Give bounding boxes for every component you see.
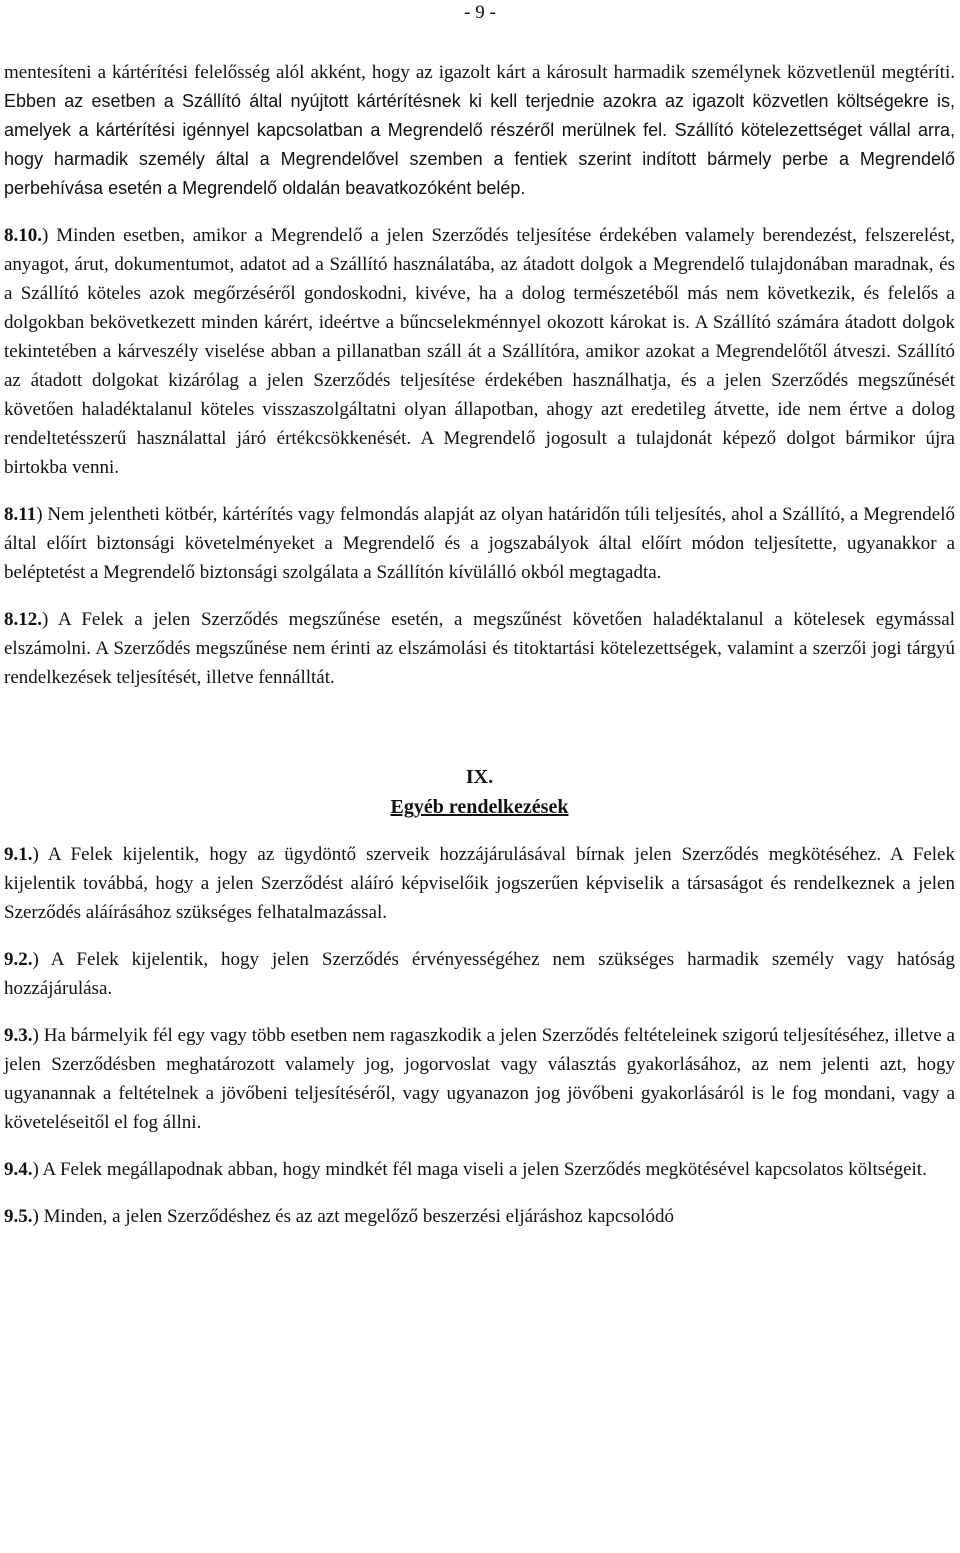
document-body	[4, 58, 955, 1231]
clause-text: ) Minden esetben, amikor a Megrendelő a jelen Szerződés teljesítése érdekében valamely berendezést, felszerelést, anyagot, árut, dokumentumot, adatot ad a Szállító használatába, az átadott dolgok a Megrendelő tulajdonában maradnak, és a Szállító köteles azok megőrzéséről gondoskodni, kivéve, ha a dolog természetéből más nem következik, és felelős a dolgokban bekövetkezett minden kárért, ideértve a bűncselekménnyel okozott károkat is. A Szállító számára átadott dolgok tekintetében a kárveszély viselése abban a pillanatban száll át a Szállítóra, amikor azokat a Megrendelőtől átveszi. Szállító az átadott dolgokat kizárólag a jelen Szerződés teljesítése érdekében használhatja, és a jelen Szerződés megszűnését követően haladéktalanul köteles visszaszolgáltatni olyan állapotban, ahogy azt eredetileg átvette, ide nem értve a dolog rendeltetésszerű használattal járó értékcsökkenését. A Megrendelő jogosult a tulajdonát képező dolgot bármikor újra birtokba venni.	[4, 225, 955, 478]
clause-number: 9.2.	[4, 949, 33, 970]
clause-number: 9.1.	[4, 844, 33, 865]
clause-9-4	[4, 1155, 955, 1184]
clause-text: ) A Felek a jelen Szerződés megszűnése esetén, a megszűnést követően haladéktalanul a kötelesek egymással elszámolni. A Szerződés megszűnése nem érinti az elszámolási és titoktartási kötelezettségek, valamint a szerzői jogi tárgyú rendelkezések teljesítését, illetve fennálltát.	[4, 609, 955, 688]
clause-text: ) Nem jelentheti kötbér, kártérítés vagy felmondás alapját az olyan határidőn túli teljesítés, ahol a Szállító, a Megrendelő által előírt biztonsági követelményeket a Megrendelő és a jogszabályok által előírt módon teljesítette, ugyanakkor a beléptetést a Megrendelő biztonsági szolgálata a Szállítón kívülálló okból megtagadta.	[4, 504, 955, 583]
clause-9-1	[4, 840, 955, 927]
paragraph-text: mentesíteni a kártérítési felelősség alól akként, hogy az igazolt kárt a károsult harmadik személynek közvetlenül megtéríti.	[4, 62, 955, 83]
clause-8-10	[4, 221, 955, 482]
section-number: IX.	[465, 766, 494, 788]
section-title: Egyéb rendelkezések	[390, 796, 569, 818]
clause-8-11	[4, 500, 955, 587]
clause-text: ) A Felek kijelentik, hogy az ügydöntő szerveik hozzájárulásával bírnak jelen Szerződés megkötéséhez. A Felek kijelentik továbbá, hogy a jelen Szerződést aláíró képviselőik jogszerűen képviselik a társaságot és rendelkeznek a jelen Szerződés aláírásához szükséges felhatalmazással.	[4, 844, 955, 923]
clause-text: ) Minden, a jelen Szerződéshez és az azt megelőző beszerzési eljáráshoz kapcsolódó	[32, 1206, 674, 1227]
clause-9-5	[4, 1202, 955, 1231]
section-heading	[4, 762, 955, 822]
clause-9-3	[4, 1021, 955, 1137]
clause-number: 8.10.	[4, 225, 42, 246]
clause-text: ) A Felek megállapodnak abban, hogy mindkét fél maga viseli a jelen Szerződés megkötésével kapcsolatos költségeit.	[32, 1159, 927, 1180]
clause-text: ) A Felek kijelentik, hogy jelen Szerződés érvényességéhez nem szükséges harmadik személy vagy hatóság hozzájárulása.	[4, 949, 955, 999]
clause-number: 8.11	[4, 504, 37, 525]
paragraph-continuation	[4, 58, 955, 203]
paragraph-text-sans: Ebben az esetben a Szállító által nyújtott kártérítésnek ki kell terjednie azokra az igazolt közvetlen költségekre is, amelyek a kártérítési igénnyel kapcsolatban a Megrendelő részéről merülnek fel. Szállító kötelezettséget vállal arra, hogy harmadik személy által a Megrendelővel szemben a fentiek szerint indított bármely perbe a Megrendelő perbehívása esetén a Megrendelő oldalán beavatkozóként belép.	[4, 91, 955, 198]
page-number: - 9 -	[464, 2, 496, 23]
clause-number: 8.12.	[4, 609, 42, 630]
clause-number: 9.3.	[4, 1025, 33, 1046]
clause-9-2	[4, 945, 955, 1003]
clause-text: ) Ha bármelyik fél egy vagy több esetben nem ragaszkodik a jelen Szerződés feltételeinek szigorú teljesítéséhez, illetve a jelen Szerződésben meghatározott valamely jog, jogorvoslat vagy választás gyakorlásához, az nem jelenti azt, hogy ugyanannak a feltételnek a jövőbeni teljesítéséről, vagy ugyanazon jog jövőbeni gyakorlásáról is le fog mondani, vagy a követeléseitől el fog állni.	[4, 1025, 955, 1133]
clause-number: 9.5.	[4, 1206, 33, 1227]
clause-number: 9.4.	[4, 1159, 33, 1180]
clause-8-12	[4, 605, 955, 692]
